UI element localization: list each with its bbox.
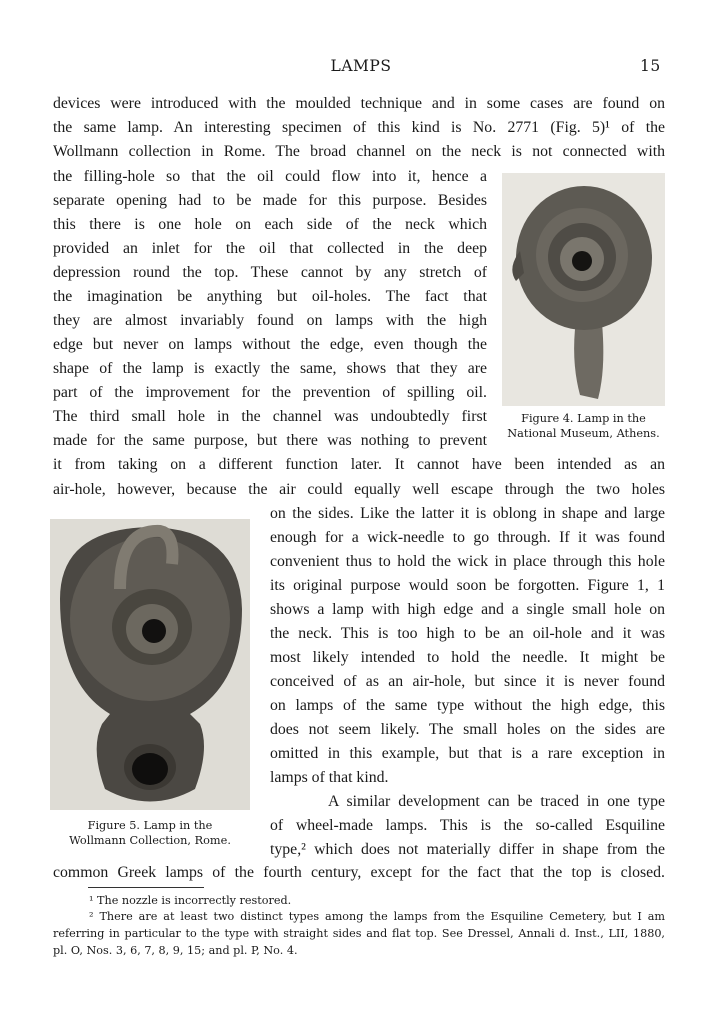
body-line: they are almost invariably found on lamps with the high (53, 312, 487, 329)
body-line: A similar development can be traced in one type (328, 793, 665, 810)
body-line: devices were introduced with the moulded technique and in some cases are found on (53, 95, 665, 112)
running-header: LAMPS (330, 57, 392, 75)
body-line: this there is one hole on each side of the neck which (53, 216, 487, 233)
body-line: common Greek lamps of the fourth century, except for the fact that the top is closed. (53, 864, 665, 881)
footnote-1: ¹ The nozzle is incorrectly restored. (89, 894, 292, 907)
body-line: on the sides. Like the latter it is oblong in shape and large (270, 505, 665, 522)
figure-5-photo (50, 519, 250, 810)
body-line: shows a lamp with high edge and a single small hole on (270, 601, 665, 618)
figure-4-photo (502, 173, 665, 406)
footnote-2-line1: ² There are at least two distinct types among the lamps from the Esquiline Cemetery, but I am (89, 910, 665, 923)
body-line: on lamps of the same type without the high edge, this (270, 697, 665, 714)
body-line: part of the improvement for the prevention of spilling oil. (53, 384, 487, 401)
body-line: most likely intended to hold the needle. It might be (270, 649, 665, 666)
figure-4-caption-line2: National Museum, Athens. (507, 427, 660, 440)
figure-5-caption-line2: Wollmann Collection, Rome. (69, 834, 231, 847)
body-line: its original purpose would soon be forgotten. Figure 1, 1 (270, 577, 665, 594)
body-line: made for the same purpose, but there was nothing to prevent (53, 432, 487, 449)
body-line: lamps of that kind. (270, 769, 389, 786)
body-line: enough for a wick-needle to go through. If it was found (270, 529, 665, 546)
footnote-rule (88, 887, 204, 888)
body-line: conceived of as an air-hole, but since it is never found (270, 673, 665, 690)
body-line: of wheel-made lamps. This is the so-called Esquiline (270, 817, 665, 834)
body-line: the filling-hole so that the oil could flow into it, hence a (53, 168, 487, 185)
body-line: shape of the lamp is exactly the same, shows that they are (53, 360, 487, 377)
body-line: The third small hole in the channel was undoubtedly first (53, 408, 487, 425)
body-line: does not seem likely. The small holes on the sides are (270, 721, 665, 738)
figure-5-caption-line1: Figure 5. Lamp in the (87, 819, 213, 832)
body-line: type,² which does not materially differ in shape from the (270, 841, 665, 858)
body-line: the neck. This is too high to be an oil-hole and it was (270, 625, 665, 642)
body-line: edge but never on lamps without the edge, even though the (53, 336, 487, 353)
body-line: the same lamp. An interesting specimen of this kind is No. 2771 (Fig. 5)¹ of the (53, 119, 665, 136)
body-line: omitted in this example, but that is a rare exception in (270, 745, 665, 762)
body-line: depression round the top. These cannot by any stretch of (53, 264, 487, 281)
footnote-2-line3: pl. O, Nos. 3, 6, 7, 8, 9, 15; and pl. P, No. 4. (53, 944, 298, 957)
body-line: the imagination be anything but oil-holes. The fact that (53, 288, 487, 305)
body-line: convenient thus to hold the wick in place through this hole (270, 553, 665, 570)
footnote-2-line2: referring in particular to the type with straight sides and flat top. See Dressel, Annali d. Inst., LII, 1880, (53, 927, 665, 940)
figure-4-caption-line1: Figure 4. Lamp in the (521, 412, 646, 425)
page-number: 15 (640, 57, 661, 75)
body-line: separate opening had to be made for this purpose. Besides (53, 192, 487, 209)
body-line: provided an inlet for the oil that collected in the deep (53, 240, 487, 257)
body-line: air-hole, however, because the air could equally well escape through the two holes (53, 481, 665, 498)
body-line: it from taking on a different function later. It cannot have been intended as an (53, 456, 665, 473)
body-line: Wollmann collection in Rome. The broad channel on the neck is not connected with (53, 143, 665, 160)
